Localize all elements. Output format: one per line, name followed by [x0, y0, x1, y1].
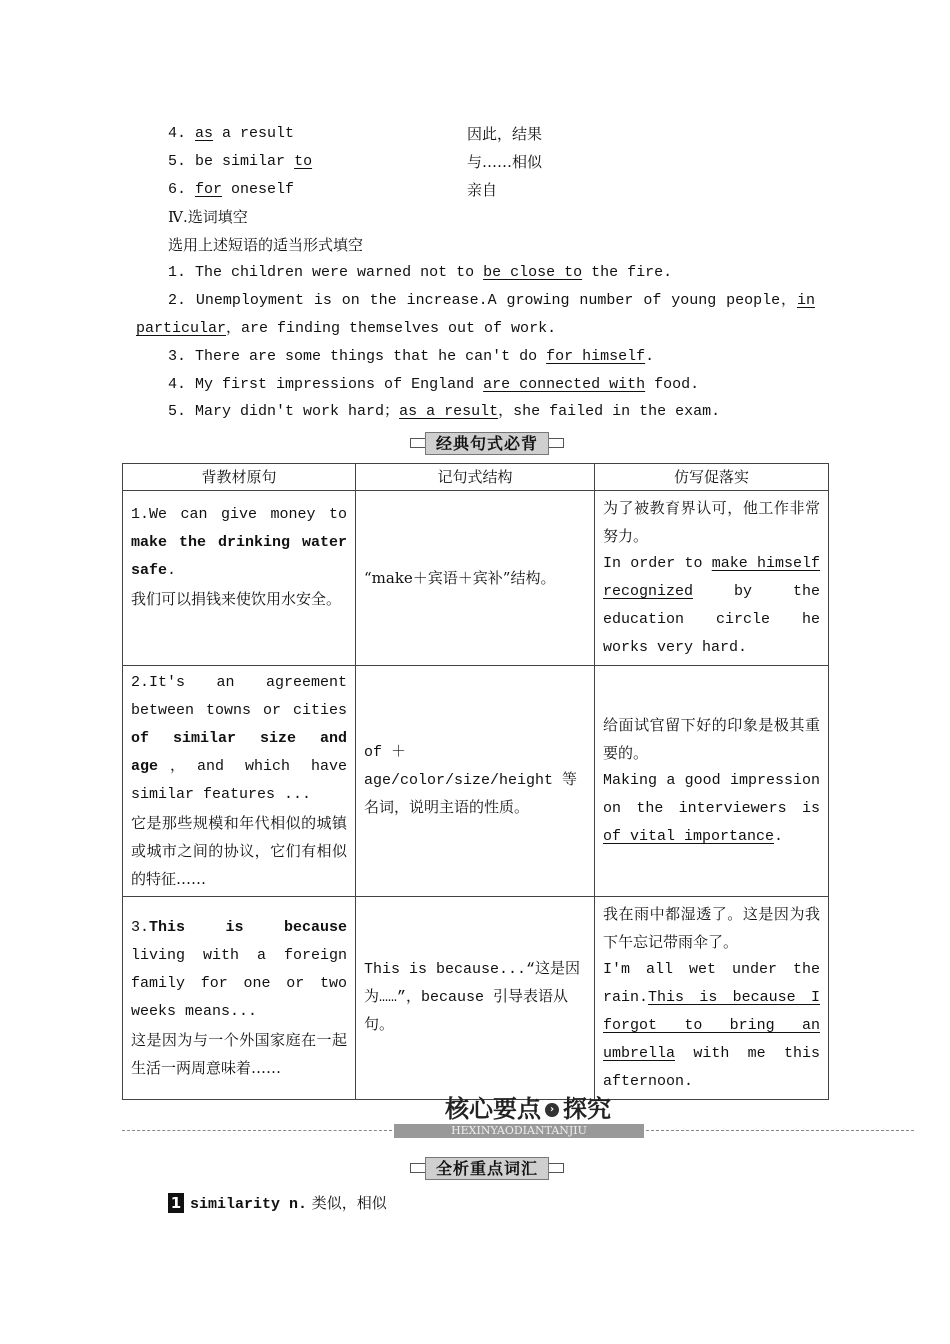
- vocab-word: similarity n.: [190, 1196, 308, 1213]
- column-header: 背教材原句: [123, 464, 356, 491]
- core-section-pinyin: HEXINYAODIANTANJIU: [394, 1124, 644, 1138]
- vocab-item: [168, 1193, 387, 1215]
- original-sentence: [131, 914, 347, 1026]
- original-sentence-cell: [123, 666, 356, 897]
- fill-text: The children were warned not to: [195, 264, 484, 281]
- fill-number: 5.: [168, 403, 187, 420]
- imitation-answer: make himself recognized: [603, 555, 820, 600]
- imitation-text: .: [774, 828, 784, 845]
- dashed-rule: [122, 1130, 392, 1131]
- original-translation: 这是因为与一个外国家庭在一起生活一两周意味着……: [131, 1031, 347, 1077]
- original-text: living with a foreign family for one or two weeks means...: [131, 947, 347, 1020]
- phrase-text: be similar: [195, 153, 295, 170]
- section-instruction: 选用上述短语的适当形式填空: [168, 236, 364, 254]
- vocab-number-badge: 1: [168, 1193, 184, 1213]
- fill-text: My first impressions of England: [195, 376, 484, 393]
- fill-number: 3.: [168, 348, 187, 365]
- phrase-number: 5.: [168, 153, 187, 170]
- fill-answer: be close to: [483, 264, 583, 281]
- fill-text: food.: [645, 376, 700, 393]
- original-translation: 它是那些规模和年代相似的城镇或城市之间的协议，它们有相似的特征……: [131, 814, 347, 888]
- arrow-right-icon: ›: [545, 1103, 559, 1117]
- column-header: 记句式结构: [356, 464, 595, 491]
- phrase-item: [168, 124, 294, 144]
- original-key-phrase: This is because: [149, 919, 347, 936]
- sentence-table: [122, 463, 829, 1100]
- original-sentence: [131, 669, 347, 809]
- imitation-text: In order to: [603, 555, 712, 572]
- imitation-cell: [595, 491, 829, 666]
- fill-item: [168, 402, 720, 422]
- original-text: 3.: [131, 919, 150, 936]
- table-row: [123, 666, 829, 897]
- fill-text: Unemployment is on the increase.A growing number of young people，: [195, 292, 797, 309]
- original-text: ，and which have similar features ...: [131, 758, 347, 803]
- banner-decoration: [410, 438, 425, 448]
- phrase-text: a result: [213, 125, 295, 142]
- phrase-meaning: 与……相似: [467, 153, 543, 171]
- imitation-prompt: 给面试官留下好的印象是极其重要的。: [603, 716, 820, 762]
- fill-answer: for himself: [546, 348, 646, 365]
- imitation-cell: [595, 897, 829, 1100]
- vocab-meaning: 类似，相似: [307, 1194, 387, 1212]
- imitation-prompt: 为了被教育界认可，他工作非常努力。: [603, 499, 820, 545]
- section-banner: [410, 1156, 564, 1180]
- core-section-header: [122, 1094, 914, 1140]
- imitation-answer-sentence: [603, 767, 820, 851]
- fill-answer: particular: [136, 320, 227, 337]
- imitation-text: with me this afternoon.: [603, 1045, 820, 1090]
- fill-text: ，she failed in the exam.: [498, 403, 721, 420]
- core-title-part: 核心要点: [445, 1095, 541, 1123]
- imitation-text: I'm all wet under the rain.: [603, 961, 820, 1006]
- fill-text: .: [645, 348, 655, 365]
- fill-item-continued: [136, 319, 556, 339]
- phrase-meaning: 因此，结果: [467, 125, 543, 143]
- banner-decoration: [549, 438, 564, 448]
- fill-text: There are some things that he can't do: [195, 348, 547, 365]
- banner-decoration: [549, 1163, 564, 1173]
- phrase-number: 6.: [168, 181, 187, 198]
- core-section-title: [418, 1094, 638, 1124]
- fill-number: 4.: [168, 376, 187, 393]
- section-heading: Ⅳ.选词填空: [168, 208, 248, 226]
- core-title-part: 探究: [563, 1095, 611, 1123]
- phrase-answer: as: [195, 125, 214, 142]
- original-sentence-cell: [123, 897, 356, 1100]
- structure-cell: of ＋ age/color/size/height 等名词，说明主语的性质。: [356, 666, 595, 897]
- table-header-row: [123, 464, 829, 491]
- imitation-answer-sentence: [603, 956, 820, 1096]
- fill-number: 2.: [168, 292, 187, 309]
- phrase-answer: for: [195, 181, 223, 198]
- original-text: .: [167, 562, 177, 579]
- table-row: [123, 491, 829, 666]
- original-translation: 我们可以捐钱来使饮用水安全。: [131, 590, 342, 608]
- original-text: 1.We can give money to: [131, 506, 347, 523]
- fill-text: Mary didn't work hard；: [195, 403, 400, 420]
- fill-item: [168, 347, 654, 367]
- phrase-meaning: 亲自: [467, 181, 498, 199]
- fill-number: 1.: [168, 264, 187, 281]
- imitation-text: Making a good impression on the interviewers is: [603, 772, 820, 817]
- fill-item: [168, 375, 699, 395]
- fill-text: ，are finding themselves out of work.: [226, 320, 557, 337]
- banner-decoration: [410, 1163, 425, 1173]
- phrase-item: [168, 152, 312, 172]
- phrase-text: oneself: [222, 181, 295, 198]
- imitation-prompt: 我在雨中都湿透了。这是因为我下午忘记带雨伞了。: [603, 905, 820, 951]
- original-key-phrase: of similar size and age: [131, 730, 347, 775]
- fill-answer: as a result: [399, 403, 499, 420]
- column-header: 仿写促落实: [595, 464, 829, 491]
- fill-item: [168, 263, 672, 283]
- section-banner: [410, 431, 564, 455]
- fill-answer: in: [796, 292, 815, 309]
- structure-cell: “make＋宾语＋宾补”结构。: [356, 491, 595, 666]
- imitation-text: by the education circle he works very hard.: [603, 583, 820, 656]
- fill-item: [168, 291, 815, 311]
- imitation-answer: of vital importance: [603, 828, 775, 845]
- imitation-answer: This is because I forgot to bring an umbrella: [603, 989, 820, 1062]
- banner-label: 全析重点词汇: [425, 1157, 549, 1180]
- imitation-answer-sentence: [603, 550, 820, 662]
- phrase-number: 4.: [168, 125, 187, 142]
- fill-text: the fire.: [582, 264, 673, 281]
- original-sentence: [131, 501, 347, 585]
- fill-answer: are connected with: [483, 376, 646, 393]
- original-text: 2.It's an agreement between towns or cities: [131, 674, 347, 719]
- banner-label: 经典句式必背: [425, 432, 549, 455]
- original-sentence-cell: [123, 491, 356, 666]
- imitation-cell: [595, 666, 829, 897]
- structure-cell: This is because...“这是因为……”，because 引导表语从句。: [356, 897, 595, 1100]
- table-row: [123, 897, 829, 1100]
- phrase-answer: to: [294, 153, 313, 170]
- original-key-phrase: make the drinking water safe: [131, 534, 347, 579]
- dashed-rule: [646, 1130, 914, 1131]
- phrase-item: [168, 180, 294, 200]
